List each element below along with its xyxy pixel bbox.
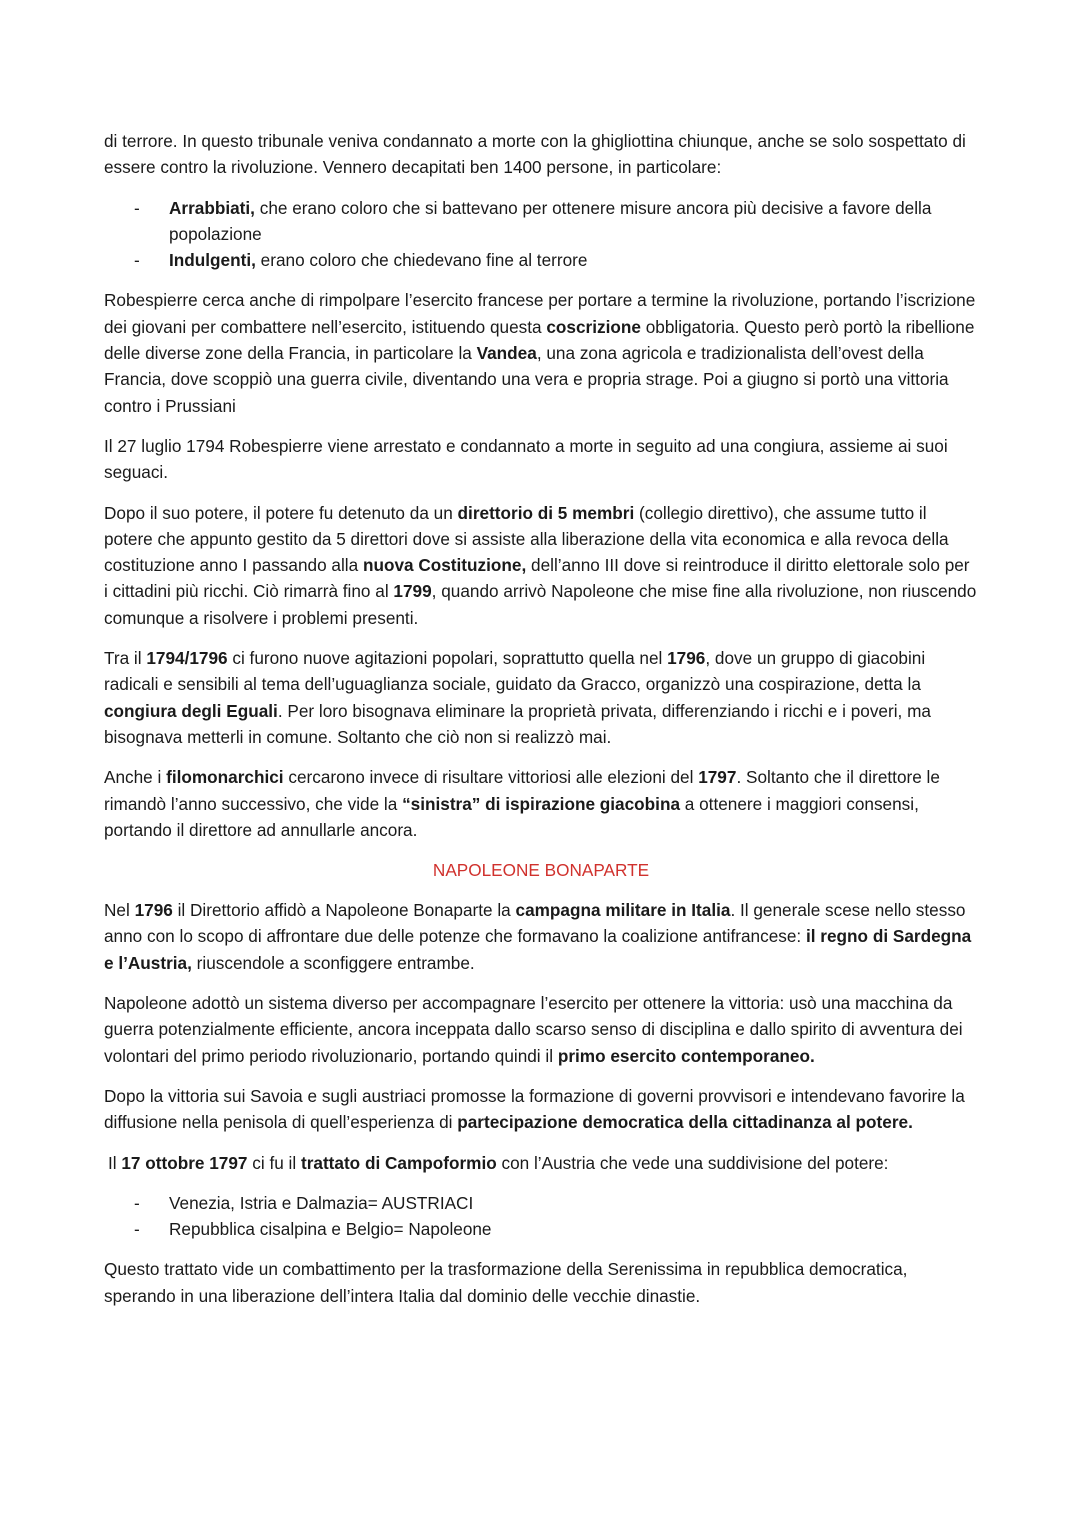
paragraph-serenissima: Questo trattato vide un combattimento per la trasformazione della Serenissima in repubblica democratica, sperando in una liberazione dell’intera Italia dal dominio delle vecchie dinastie. xyxy=(104,1259,908,1306)
paragraph-campagna-italia: Nel 1796 il Direttorio affidò a Napoleone Bonaparte la campagna militare in Italia. Il generale scese nello stesso anno con lo scopo di affrontare due delle potenze che formavano la coalizione antifrancese: il regno di Sardegna e l’Austria, riuscendole a sconfiggere entrambe. xyxy=(104,900,972,973)
list-suddivisione xyxy=(104,1190,978,1243)
paragraph-campoformio: Il 17 ottobre 1797 ci fu il trattato di Campoformio con l’Austria che vede una suddivisione del potere: xyxy=(108,1152,889,1173)
paragraph-terrore: di terrore. In questo tribunale veniva condannato a morte con la ghigliottina chiunque, anche se solo sospettato di essere contro la rivoluzione. Vennero decapitati ben 1400 persone, in particolare: xyxy=(104,131,966,178)
paragraph-esercito-napoleone: Napoleone adottò un sistema diverso per accompagnare l’esercito per ottenere la vittoria: usò una macchina da guerra potenzialmente efficiente, ancora inceppata dallo scarso senso di disciplina e dallo spirito di avventura dei volontari del primo periodo rivoluzionario, portando quindi il primo esercito contemporaneo. xyxy=(104,993,963,1066)
list-item: - Arrabbiati, che erano coloro che si battevano per ottenere misure ancora più decisive a favore della popolazione xyxy=(104,195,978,248)
paragraph-direttorio: Dopo il suo potere, il potere fu detenuto da un direttorio di 5 membri (collegio direttivo), che assume tutto il potere che appunto gestito da 5 direttori dove si assiste alla liberazione della vita economica e alla revoca della costituzione anno I passando alla nuova Costituzione, dell’anno III dove si reintroduce il diritto elettorale solo per i cittadini più ricchi. Ciò rimarrà fino al 1799, quando arrivò Napoleone che mise fine alla rivoluzione, non riuscendo comunque a risolvere i problemi presenti. xyxy=(104,502,977,628)
paragraph-robespierre-esercito: Robespierre cerca anche di rimpolpare l’esercito francese per portare a termine la rivoluzione, portando l’iscrizione dei giovani per combattere nell’esercito, istituendo questa coscrizione obbligatoria. Questo però portò la ribellione delle diverse zone della Francia, in particolare la Vandea, una zona agricola e tradizionalista dell’ovest della Francia, dove scoppiò una guerra civile, diventando una vera e propria strage. Poi a giugno si portò una vittoria contro i Prussiani xyxy=(104,290,976,416)
list-item: - Venezia, Istria e Dalmazia= AUSTRIACI xyxy=(104,1190,978,1216)
list-marker: - xyxy=(134,1192,140,1213)
list-item: - Repubblica cisalpina e Belgio= Napoleone xyxy=(104,1216,978,1242)
paragraph-arresto: Il 27 luglio 1794 Robespierre viene arrestato e condannato a morte in seguito ad una congiura, assieme ai suoi seguaci. xyxy=(104,435,948,483)
paragraph-eguali: Tra il 1794/1796 ci furono nuove agitazioni popolari, soprattutto quella nel 1796, dove un gruppo di giacobini radicali e sensibili al tema dell’uguaglianza sociale, guidato da Gracco, organizzò una cospirazione, detta la congiura degli Eguali. Per loro bisognava eliminare la proprietà privata, differenziando i ricchi e i poveri, ma bisognava metterli in comune. Soltanto che ciò non si realizzò mai. xyxy=(104,648,931,747)
list-marker: - xyxy=(134,197,140,218)
list-marker: - xyxy=(134,250,140,271)
list-item: - Indulgenti, erano coloro che chiedevano fine al terrore xyxy=(104,247,978,273)
paragraph-governi-provvisori: Dopo la vittoria sui Savoia e sugli austriaci promosse la formazione di governi provvisori e intendevano favorire la diffusione nella penisola di quell’esperienza di partecipazione democratica della cittadinanza al potere. xyxy=(104,1085,965,1133)
list-victims xyxy=(104,195,978,274)
section-heading: NAPOLEONE BONAPARTE xyxy=(432,860,650,881)
list-marker: - xyxy=(134,1219,140,1240)
paragraph-filomonarchici: Anche i filomonarchici cercarono invece di risultare vittoriosi alle elezioni del 1797. Soltanto che il direttore le rimandò l’anno successivo, che vide la “sinistra” di ispirazione giacobina a ottenere i maggiori consensi, portando il direttore ad annullarle ancora. xyxy=(104,767,940,840)
